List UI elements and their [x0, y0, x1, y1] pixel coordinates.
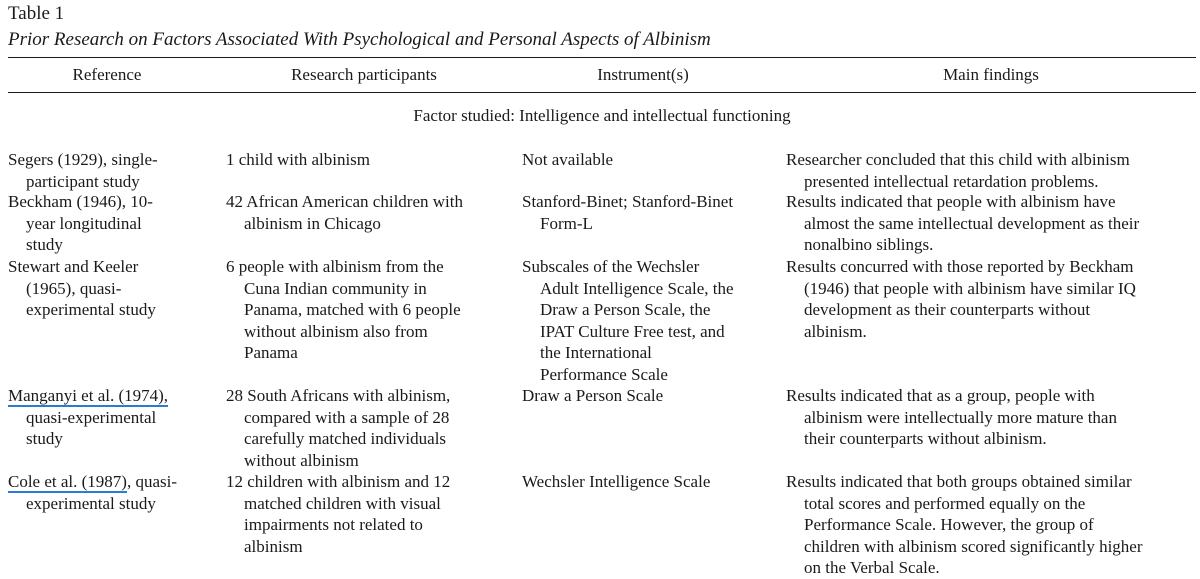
row-3-reference: Stewart and Keeler (1965), quasi- experimental study: [8, 257, 156, 319]
row-4-instruments: Draw a Person Scale: [522, 386, 664, 405]
row-5-instruments: Wechsler Intelligence Scale: [522, 472, 711, 491]
row-5-participants: 12 children with albinism and 12 matched children with visual impairments not related to albinism: [226, 472, 451, 556]
row-3-participants: 6 people with albinism from the Cuna Indian community in Panama, matched with 6 people without albinism also from Panama: [226, 257, 461, 362]
row-1-reference: Segers (1929), single- participant study: [8, 150, 158, 191]
reference-link-cole[interactable]: Cole et al. (1987): [8, 472, 127, 491]
header-participants: Research participants: [291, 65, 437, 84]
row-4-findings: Results indicated that as a group, people with albinism were intellectually more mature than their counterparts without albinism.: [786, 386, 1117, 448]
row-4-reference: Manganyi et al. (1974), quasi-experimental study: [8, 386, 169, 448]
row-2-instruments: Stanford-Binet; Stanford-Binet Form-L: [522, 192, 734, 233]
header-findings: Main findings: [943, 65, 1039, 84]
row-4-participants: 28 South Africans with albinism, compared with a sample of 28 carefully matched individuals without albinism: [226, 386, 451, 470]
table-title: Prior Research on Factors Associated With Psychological and Personal Aspects of Albinism: [8, 29, 711, 50]
row-1-findings: Researcher concluded that this child with albinism presented intellectual retardation problems.: [786, 150, 1130, 191]
row-5-findings: Results indicated that both groups obtained similar total scores and performed equally on the Performance Scale. However, the group of children with albinism scored significantly higher on the Verbal Scale.: [786, 472, 1143, 577]
header-rule: [8, 92, 1196, 93]
table-label: Table 1: [8, 3, 65, 24]
row-3-findings: Results concurred with those reported by Beckham (1946) that people with albinism have similar IQ development as their counterparts without albinism.: [786, 257, 1136, 341]
row-2-findings: Results indicated that people with albinism have almost the same intellectual development as their nonalbino siblings.: [786, 192, 1140, 254]
row-2-participants: 42 African American children with albinism in Chicago: [226, 192, 463, 233]
row-1-participants: 1 child with albinism: [226, 150, 371, 169]
row-1-instruments: Not available: [522, 150, 614, 169]
header-reference: Reference: [72, 65, 142, 84]
row-5-reference: Cole et al. (1987), quasi- experimental study: [8, 472, 178, 513]
reference-link-manganyi[interactable]: Manganyi et al. (1974),: [8, 386, 169, 405]
header-instruments: Instrument(s): [597, 65, 689, 84]
row-3-instruments: Subscales of the Wechsler Adult Intelligence Scale, the Draw a Person Scale, the IPAT Culture Free test, and the International Performance Scale: [522, 257, 734, 384]
row-2-reference: Beckham (1946), 10- year longitudinal study: [8, 192, 153, 254]
top-rule: [8, 57, 1196, 58]
section-heading: Factor studied: Intelligence and intellectual functioning: [413, 106, 791, 125]
